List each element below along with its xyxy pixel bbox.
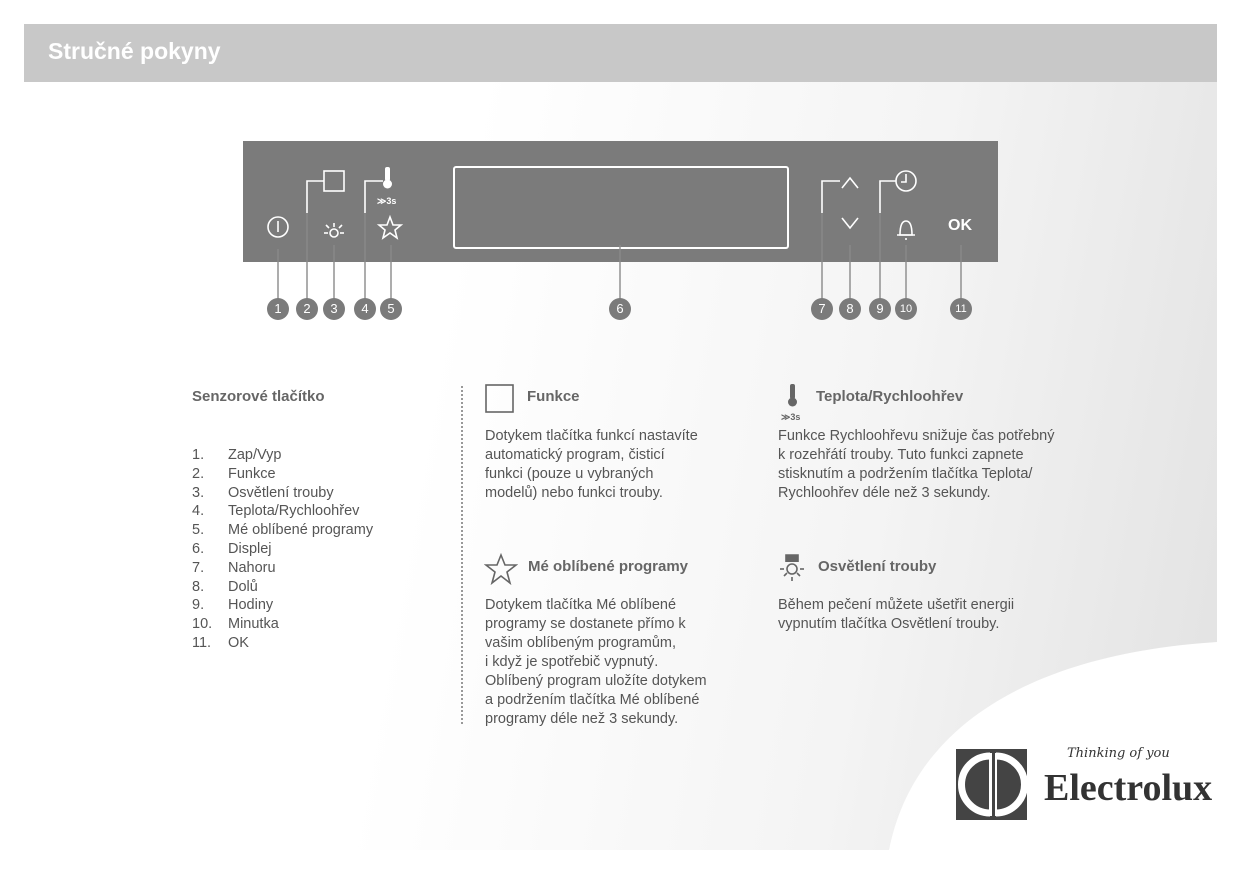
list-item: 7. Nahoru bbox=[192, 559, 276, 576]
osvetleni-heading: Osvětlení trouby bbox=[818, 558, 937, 575]
oblibene-heading: Mé oblíbené programy bbox=[528, 558, 689, 575]
quick-heat-hint: ≫3s bbox=[781, 412, 801, 422]
list-item: 9. Hodiny bbox=[192, 597, 274, 614]
sensor-heading: Senzorové tlačítko bbox=[192, 388, 325, 405]
thermometer-icon bbox=[385, 167, 390, 181]
callout-11: 11 bbox=[950, 298, 972, 320]
star-icon bbox=[379, 217, 401, 238]
clock-icon bbox=[896, 171, 916, 191]
page-title: Stručné pokyny bbox=[48, 38, 221, 64]
callout-3: 3 bbox=[323, 298, 345, 320]
up-arrow-icon bbox=[842, 178, 858, 188]
teplota-text: Funkce Rychloohřevu snižuje čas potřebný k rozehřátí trouby. Tuto funkci zapnete stisknutím a podržením tlačítka Teplota/ Rychloohřev déle než 3 sekundy. bbox=[778, 428, 1055, 501]
osvetleni-text: Během pečení můžete ušetřit energii vypnutím tlačítka Osvětlení trouby. bbox=[778, 597, 1015, 632]
down-arrow-icon bbox=[842, 218, 858, 228]
brand-tagline: Thinking of you bbox=[1067, 746, 1170, 761]
callout-1: 1 bbox=[267, 298, 289, 320]
function-square-icon bbox=[324, 171, 344, 191]
list-item: 8. Dolů bbox=[192, 578, 258, 595]
callout-10: 10 bbox=[895, 298, 917, 320]
brand-name: Electrolux bbox=[1044, 767, 1213, 809]
light-icon bbox=[777, 551, 809, 585]
callout-2: 2 bbox=[296, 298, 318, 320]
ok-button-label: OK bbox=[948, 217, 972, 234]
sensor-legend-list bbox=[192, 446, 373, 653]
light-icon bbox=[324, 223, 344, 237]
brand-logo-mark bbox=[956, 749, 1027, 820]
funkce-text: Dotykem tlačítka funkcí nastavíte automatický program, čisticí funkci (pouze u vybraných modelů) nebo funkci trouby. bbox=[485, 428, 698, 501]
list-item: 4. Teplota/Rychloohřev bbox=[192, 503, 360, 520]
quick-guide-page bbox=[24, 24, 1217, 850]
callout-8: 8 bbox=[839, 298, 861, 320]
electrolux-logo-icon bbox=[956, 749, 1027, 820]
oblibene-text: Dotykem tlačítka Mé oblíbené programy se dostanete přímo k vašim oblíbeným programům, i když je spotřebič vypnutý. Oblíbený program uložíte dotykem a podržením tlačítka Mé oblíbené programy déle než 3 sekundy. bbox=[485, 597, 707, 727]
funkce-heading: Funkce bbox=[527, 388, 580, 405]
callout-9: 9 bbox=[869, 298, 891, 320]
power-icon bbox=[268, 217, 288, 237]
list-item: 5. Mé oblíbené programy bbox=[192, 522, 374, 539]
list-item: 6. Displej bbox=[192, 540, 272, 557]
list-item: 10. Minutka bbox=[192, 616, 279, 633]
page-header bbox=[24, 24, 1217, 82]
bell-icon bbox=[897, 221, 915, 240]
column-divider bbox=[461, 386, 463, 724]
list-item: 1. Zap/Vyp bbox=[192, 447, 282, 463]
callout-5: 5 bbox=[380, 298, 402, 320]
function-square-icon bbox=[484, 383, 516, 415]
callout-6: 6 bbox=[609, 298, 631, 320]
star-icon bbox=[484, 553, 518, 587]
teplota-heading: Teplota/Rychloohřev bbox=[816, 388, 964, 405]
list-item: 2. Funkce bbox=[192, 465, 276, 482]
callout-4: 4 bbox=[354, 298, 376, 320]
callout-7: 7 bbox=[811, 298, 833, 320]
svg-text:≫3s: ≫3s bbox=[377, 196, 397, 206]
list-item: 3. Osvětlení trouby bbox=[192, 484, 334, 501]
list-item: 11. OK bbox=[192, 634, 249, 651]
